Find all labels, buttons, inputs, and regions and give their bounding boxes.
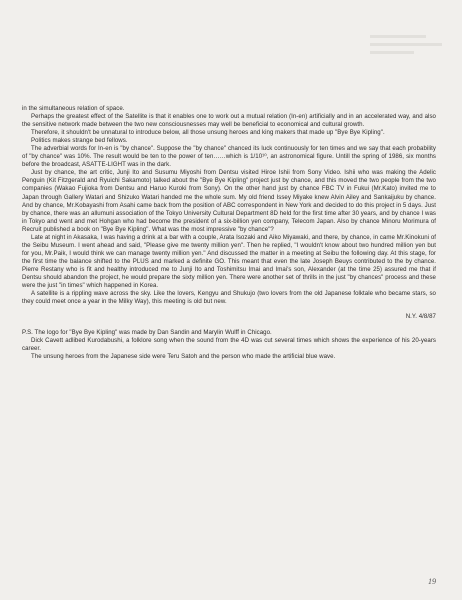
article-body [22, 105, 436, 361]
paragraph: A satellite is a rippling wave across the sky. Like the lovers, Kengyu and Shukujo (two lovers from the old Japanese folktale who became stars, so they could meet once a year in the Milky Way), this meeting is old but new. [22, 290, 436, 306]
paragraph: Perhaps the greatest effect of the Satellite is that it enables one to work out a mutual relation (In-en) artificially and in an accelerated way, and also the sensitive network made between the two new consciousnesses may well be beneficial to economical and cultural growth. [22, 113, 436, 129]
paragraph: Late at night in Akasaka, I was having a drink at a bar with a couple, Arata Isozaki and Aiko Miyawaki, and there, by chance, in came Mr.Kinokuni of the Seibu Museum. I went ahead and said, "Please give me twenty million yen". Then he replied, "I wouldn't know about two hundred million yen but for you, Mr.Paik, I would think we can manage twenty million yen." And discussed the matter in a meeting at Seibu the following day. At this stage, for the first time the balance shifted to the PLUS and marked a definite GO. This meant that even the late Joseph Beuys contributed to the by chance. Pierre Restany who is fit and healthy introduced me to Junji Ito and Toshimitsu Imai and Imai's son, Alexander (at the time 25) assured me that if Dentsu should abandon the project, he would prepare the sixty million yen. There were another set of thrills in the just "by chances" process and these were the just "in times" which happened in Korea. [22, 233, 436, 290]
faint-show-through-text [370, 30, 450, 60]
paragraph: Therefore, it shouldn't be unnatural to introduce below, all those unsung heroes and king makers that made up "Bye Bye Kipling". [31, 129, 385, 137]
paragraph: Politics makes strange bed fellows. [31, 137, 128, 145]
paragraph: The adverbial words for In-en is "by chance". Suppose the "by chance" chanced its luck continuously for ten times and we say that each probability of "by chance" was 10%. The result would be ten to the power of ten……which is 1/10¹⁰, an astronomical figure. Untill the spring of 1986, six months before the broadcast, ASATTE-LIGHT was in the dark. [22, 145, 436, 169]
postscript-paragraph: Dick Cavett adlibed Kurodabushi, a folklore song when the sound from the 4D was cut several times which shows the experience of his 20-years career. [22, 337, 436, 353]
postscript-paragraph: P.S. The logo for "Bye Bye Kipling" was made by Dan Sandin and Marylin Wulff in Chicago. [22, 329, 272, 337]
postscript-paragraph: The unsung heroes from the Japanese side were Teru Satoh and the person who made the artificial blue wave. [31, 353, 336, 361]
paragraph: in the simultaneous relation of space. [22, 105, 125, 112]
page-number: 19 [428, 577, 436, 586]
paragraph: Just by chance, the art critic, Junji Ito and Susumu Miyoshi from Dentsu visited Hiroe Ishii from Sony Video. Ishii who was making the Adelic Penguin (Kit Fitzgerald and Ryuichi Sakamoto) talked about the "Bye Bye Kipling" project just by chance, and this moved the two people from the two companies (Wakao Fujioka from Dentsu and Haruo Kuroki from Sony). On the other hand just by chance FBC TV in Fukui (Mr.Kato) invited me to Japan through Gallery Watari and Shizuko Watari handed me the whole sum. My old friend Issey Miyake knew Alvin Ailey and Sankaijuku by chance. And by chance, Mr.Kobayashi from Asahi came back from the position of ABC correspondent in New York and decided to do this project in 5 days. Just by chance, there was an allumuni association of the Tokyo University Cultural Department 8D held for the first time after 30 years, and by chance I was in Tokyo and went and met Hohgan who had become the president of a six-billion yen company, Telecom Japan. Also by chance Minoru Morimura of Recruit published a book on "Bye Bye Kipling". What was the most impressive "by chance"? [22, 169, 436, 233]
date-signature: N.Y. 4/8/87 [405, 313, 436, 321]
postscript [22, 329, 436, 361]
